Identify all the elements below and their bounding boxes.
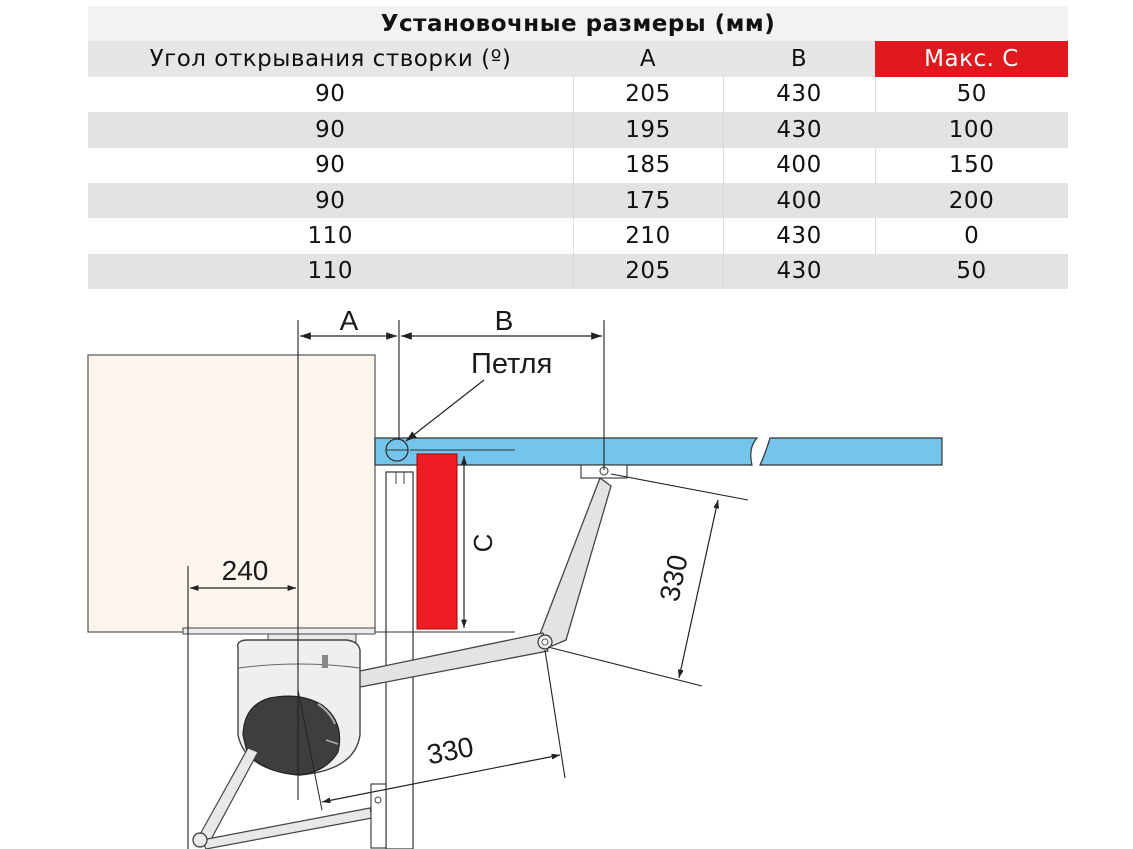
hinge-label: Петля <box>471 348 553 380</box>
cell-max-c: 0 <box>875 218 1068 253</box>
dimension-c-label: C <box>468 533 498 553</box>
header-max-c: Макс. C <box>875 41 1068 76</box>
cell-a: 205 <box>573 254 723 289</box>
mounting-plate <box>183 628 375 634</box>
cell-max-c: 100 <box>875 112 1068 147</box>
pillar <box>88 355 375 632</box>
cell-b: 430 <box>723 254 875 289</box>
hinge-pointer <box>406 380 484 441</box>
header-opening-angle: Угол открывания створки (º) <box>88 41 573 76</box>
table-title: Установочные размеры (мм) <box>88 6 1068 41</box>
cell-angle: 110 <box>88 218 573 253</box>
arm-upper <box>540 478 611 646</box>
cell-a: 210 <box>573 218 723 253</box>
header-b: B <box>723 41 875 76</box>
dimension-240-label: 240 <box>221 555 269 586</box>
cell-a: 185 <box>573 148 723 183</box>
cell-a: 195 <box>573 112 723 147</box>
cell-max-c: 200 <box>875 183 1068 218</box>
cell-b: 400 <box>723 148 875 183</box>
arm-bottom-link <box>202 808 372 849</box>
cell-angle: 110 <box>88 254 573 289</box>
cell-b: 430 <box>723 218 875 253</box>
cell-b: 430 <box>723 77 875 112</box>
cell-a: 205 <box>573 77 723 112</box>
dimension-b-label: B <box>494 305 514 336</box>
cell-angle: 90 <box>88 112 573 147</box>
cell-angle: 90 <box>88 183 573 218</box>
arm-lower <box>355 633 548 688</box>
dimension-330-arm-label: 330 <box>653 551 694 605</box>
cell-a: 175 <box>573 183 723 218</box>
dimension-330-lower-label: 330 <box>424 731 477 771</box>
cell-angle: 90 <box>88 77 573 112</box>
cell-max-c: 50 <box>875 254 1068 289</box>
cell-b: 430 <box>723 112 875 147</box>
cell-angle: 90 <box>88 148 573 183</box>
c-dimension-block <box>417 454 457 629</box>
cell-max-c: 150 <box>875 148 1068 183</box>
gate-leaf-end <box>760 438 942 465</box>
header-a: A <box>573 41 723 76</box>
dimension-a-label: A <box>339 305 359 336</box>
cell-b: 400 <box>723 183 875 218</box>
cell-max-c: 50 <box>875 77 1068 112</box>
